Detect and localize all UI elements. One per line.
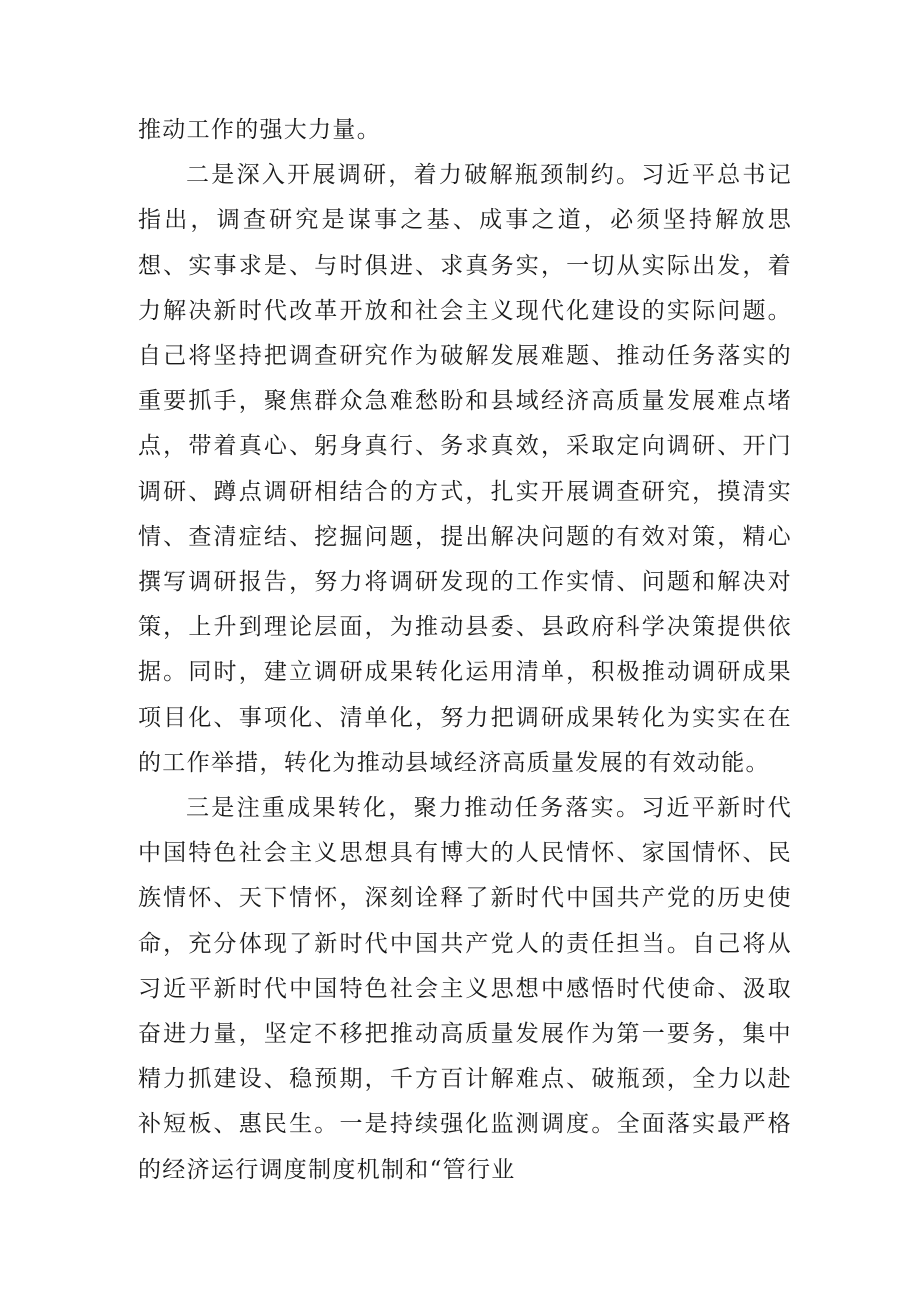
paragraph-1: 推动工作的强大力量。: [138, 117, 381, 143]
paragraph-2: 二是深入开展调研，着力破解瓶颈制约。习近平总书记指出，调查研究是谋事之基、成事之道，必须坚持解放思想、实事求是、与时俱进、求真务实，一切从实际出发，着力解决新时代改革开放和社会主义现代化建设的实际问题。自己将坚持把调查研究作为破解发展难题、推动任务落实的重要抓手，聚焦群众急难愁盼和县域经济高质量发展难点堵点，带着真心、躬身真行、务求真效，采取定向调研、开门调研、蹲点调研相结合的方式，扎实开展调查研究，摸清实情、查清症结、挖掘问题，提出解决问题的有效对策，精心撰写调研报告，努力将调研发现的工作实情、问题和解决对策，上升到理论层面，为推动县委、县政府科学决策提供依据。同时，建立调研成果转化运用清单，积极推动调研成果项目化、事项化、清单化，努力把调研成果转化为实实在在的工作举措，转化为推动县域经济高质量发展的有效动能。: [138, 162, 792, 776]
paragraph-3: 三是注重成果转化，聚力推动任务落实。习近平新时代中国特色社会主义思想具有博大的人民情怀、家国情怀、民族情怀、天下情怀，深刻诠释了新时代中国共产党的历史使命，充分体现了新时代中国共产党人的责任担当。自己将从习近平新时代中国特色社会主义思想中感悟时代使命、汲取奋进力量，坚定不移把推动高质量发展作为第一要务，集中精力抓建设、稳预期，千方百计解难点、破瓶颈，全力以赴补短板、惠民生。一是持续强化监测调度。全面落实最严格的经济运行调度制度机制和“管行业: [138, 795, 792, 1183]
document-body: [138, 108, 792, 1193]
